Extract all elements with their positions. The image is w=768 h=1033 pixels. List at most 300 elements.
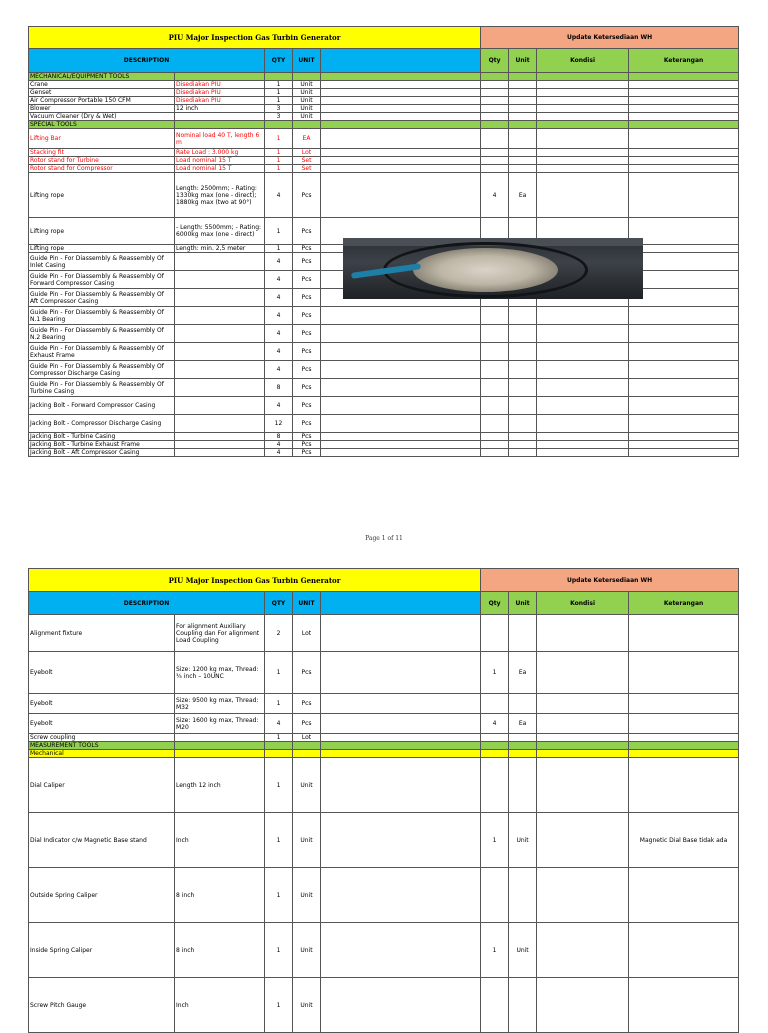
item-wh-qty — [481, 449, 509, 457]
header-qty: QTY — [265, 49, 293, 73]
table-row — [29, 415, 739, 433]
item-wh-unit — [509, 81, 537, 89]
item-description: Crane — [29, 81, 175, 89]
item-unit: Set — [293, 165, 321, 173]
item-qty: 1 — [265, 978, 293, 1033]
item-unit — [293, 750, 321, 758]
item-blank — [321, 615, 481, 652]
header-wh-qty-2: Qty — [481, 592, 509, 615]
item-keterangan — [629, 441, 739, 449]
item-blank — [321, 73, 481, 81]
item-kondisi — [537, 397, 629, 415]
item-unit: Pcs — [293, 379, 321, 397]
item-wh-qty — [481, 105, 509, 113]
item-spec — [175, 433, 265, 441]
table-row — [29, 379, 739, 397]
item-description: Guide Pin - For Diassembly & Reassembly Of Forward Compressor Casing — [29, 271, 175, 289]
table-row — [29, 615, 739, 652]
item-description: Screw coupling — [29, 734, 175, 742]
item-kondisi — [537, 923, 629, 978]
table-row — [29, 173, 739, 218]
table-row — [29, 397, 739, 415]
item-keterangan — [629, 978, 739, 1033]
table-row — [29, 343, 739, 361]
item-spec — [175, 379, 265, 397]
header-kondisi-2: Kondisi — [537, 592, 629, 615]
item-qty: 4 — [265, 714, 293, 734]
report-title-2: PIU Major Inspection Gas Turbin Generator — [29, 569, 481, 592]
table-row — [29, 868, 739, 923]
item-kondisi — [537, 129, 629, 149]
item-description: Lifting rope — [29, 173, 175, 218]
item-description: Jacking Bolt - Turbine Casing — [29, 433, 175, 441]
item-unit: Unit — [293, 978, 321, 1033]
item-kondisi — [537, 742, 629, 750]
item-keterangan — [629, 289, 739, 307]
item-kondisi — [537, 415, 629, 433]
item-description: Guide Pin - For Diassembly & Reassembly Of Inlet Casing — [29, 253, 175, 271]
item-keterangan — [629, 923, 739, 978]
table-row — [29, 121, 739, 129]
item-blank — [321, 758, 481, 813]
item-wh-unit: Ea — [509, 714, 537, 734]
item-wh-unit — [509, 113, 537, 121]
item-blank — [321, 415, 481, 433]
item-wh-unit — [509, 449, 537, 457]
item-keterangan — [629, 218, 739, 245]
item-kondisi — [537, 325, 629, 343]
item-spec — [175, 441, 265, 449]
update-title-2: Update Ketersediaan WH — [481, 569, 739, 592]
item-wh-unit — [509, 165, 537, 173]
item-unit: EA — [293, 129, 321, 149]
item-kondisi — [537, 615, 629, 652]
item-unit: Pcs — [293, 433, 321, 441]
item-spec — [175, 449, 265, 457]
item-keterangan — [629, 271, 739, 289]
item-kondisi — [537, 379, 629, 397]
item-unit: Unit — [293, 813, 321, 868]
item-kondisi — [537, 449, 629, 457]
header-unit-2: UNIT — [293, 592, 321, 615]
item-description: Eyebolt — [29, 694, 175, 714]
table-row — [29, 81, 739, 89]
item-unit: Lot — [293, 734, 321, 742]
item-description: Stacking fit — [29, 149, 175, 157]
item-description: Outside Spring Caliper — [29, 868, 175, 923]
update-title: Update Ketersediaan WH — [481, 27, 739, 49]
item-qty: 8 — [265, 433, 293, 441]
item-spec: 8 inch — [175, 923, 265, 978]
item-keterangan — [629, 173, 739, 218]
page-number: Page 1 of 11 — [365, 535, 403, 542]
item-qty: 1 — [265, 89, 293, 97]
item-qty: 4 — [265, 253, 293, 271]
item-wh-qty — [481, 694, 509, 714]
item-wh-unit — [509, 734, 537, 742]
item-blank — [321, 89, 481, 97]
item-description: Dial Indicator c/w Magnetic Base stand — [29, 813, 175, 868]
item-blank — [321, 129, 481, 149]
item-spec — [175, 742, 265, 750]
item-wh-unit — [509, 361, 537, 379]
item-unit — [293, 73, 321, 81]
item-qty: 1 — [265, 652, 293, 694]
item-keterangan — [629, 734, 739, 742]
item-unit: Pcs — [293, 245, 321, 253]
item-qty: 3 — [265, 113, 293, 121]
item-qty: 1 — [265, 81, 293, 89]
header-wh-unit: Unit — [509, 49, 537, 73]
item-wh-qty — [481, 734, 509, 742]
item-unit: Unit — [293, 758, 321, 813]
item-blank — [321, 694, 481, 714]
table-row — [29, 129, 739, 149]
item-wh-unit — [509, 73, 537, 81]
item-unit: Unit — [293, 89, 321, 97]
header-kondisi: Kondisi — [537, 49, 629, 73]
item-wh-qty — [481, 165, 509, 173]
table-row — [29, 978, 739, 1033]
item-description: Guide Pin - For Diassembly & Reassembly Of Compressor Discharge Casing — [29, 361, 175, 379]
item-unit: Unit — [293, 113, 321, 121]
item-blank — [321, 978, 481, 1033]
item-qty: 1 — [265, 129, 293, 149]
item-spec: Load nominal 15 T — [175, 157, 265, 165]
table-row — [29, 73, 739, 81]
item-blank — [321, 379, 481, 397]
item-kondisi — [537, 433, 629, 441]
item-spec: Disediakan PIU — [175, 81, 265, 89]
item-description: Guide Pin - For Diassembly & Reassembly Of Aft Compressor Casing — [29, 289, 175, 307]
item-wh-qty — [481, 441, 509, 449]
item-qty: 4 — [265, 397, 293, 415]
item-spec — [175, 734, 265, 742]
table-row — [29, 157, 739, 165]
item-spec — [175, 271, 265, 289]
item-unit: Pcs — [293, 307, 321, 325]
header-blank — [321, 49, 481, 73]
item-wh-qty — [481, 433, 509, 441]
item-qty: 4 — [265, 325, 293, 343]
item-wh-unit — [509, 441, 537, 449]
item-wh-unit — [509, 343, 537, 361]
item-spec: Size: 1600 kg max, Thread: M20 — [175, 714, 265, 734]
item-spec — [175, 113, 265, 121]
item-wh-unit — [509, 397, 537, 415]
item-keterangan — [629, 397, 739, 415]
item-unit: Pcs — [293, 714, 321, 734]
item-qty — [265, 750, 293, 758]
item-description: Eyebolt — [29, 714, 175, 734]
item-spec — [175, 397, 265, 415]
item-qty: 1 — [265, 157, 293, 165]
item-wh-qty — [481, 343, 509, 361]
item-keterangan — [629, 379, 739, 397]
item-spec: - Length: 5500mm; - Rating: 6000kg max (one - direct) — [175, 218, 265, 245]
item-kondisi — [537, 113, 629, 121]
item-spec — [175, 289, 265, 307]
item-description: Lifting Bar — [29, 129, 175, 149]
item-blank — [321, 734, 481, 742]
item-wh-unit — [509, 978, 537, 1033]
item-wh-unit — [509, 415, 537, 433]
item-description: Dial Caliper — [29, 758, 175, 813]
item-kondisi — [537, 81, 629, 89]
item-unit: Unit — [293, 105, 321, 113]
item-blank — [321, 325, 481, 343]
item-qty: 4 — [265, 343, 293, 361]
item-unit: Unit — [293, 868, 321, 923]
item-wh-qty — [481, 113, 509, 121]
item-wh-unit: Ea — [509, 173, 537, 218]
item-wh-unit — [509, 379, 537, 397]
item-unit: Pcs — [293, 173, 321, 218]
inventory-sheet-2 — [28, 568, 738, 1033]
item-unit — [293, 121, 321, 129]
item-wh-qty — [481, 742, 509, 750]
item-unit: Set — [293, 157, 321, 165]
item-unit: Pcs — [293, 441, 321, 449]
item-qty: 3 — [265, 105, 293, 113]
item-qty: 8 — [265, 379, 293, 397]
item-description: Mechanical — [29, 750, 175, 758]
item-wh-qty — [481, 81, 509, 89]
item-kondisi — [537, 652, 629, 694]
item-qty: 2 — [265, 615, 293, 652]
item-description: SPECIAL TOOLS — [29, 121, 175, 129]
item-qty: 4 — [265, 289, 293, 307]
item-description: Rotor stand for Turbine — [29, 157, 175, 165]
item-kondisi — [537, 868, 629, 923]
item-description: Lifting rope — [29, 245, 175, 253]
item-spec — [175, 343, 265, 361]
item-wh-unit — [509, 97, 537, 105]
item-wh-qty: 1 — [481, 652, 509, 694]
item-unit: Pcs — [293, 397, 321, 415]
item-wh-unit — [509, 89, 537, 97]
item-wh-unit: Ea — [509, 652, 537, 694]
item-kondisi — [537, 149, 629, 157]
item-blank — [321, 157, 481, 165]
item-description: Vacuum Cleaner (Dry & Wet) — [29, 113, 175, 121]
item-spec: Disediakan PIU — [175, 89, 265, 97]
table-row — [29, 923, 739, 978]
item-qty: 4 — [265, 361, 293, 379]
item-kondisi — [537, 105, 629, 113]
header-wh-unit-2: Unit — [509, 592, 537, 615]
item-description: Jacking Bolt - Forward Compressor Casing — [29, 397, 175, 415]
header-description: DESCRIPTION — [29, 49, 265, 73]
table-row — [29, 113, 739, 121]
item-kondisi — [537, 165, 629, 173]
item-kondisi — [537, 758, 629, 813]
item-wh-unit — [509, 149, 537, 157]
item-description: MECHANICAL/EQUIPMENT TOOLS — [29, 73, 175, 81]
item-qty — [265, 121, 293, 129]
header-wh-qty: Qty — [481, 49, 509, 73]
turbine-photo — [343, 238, 643, 299]
item-wh-unit — [509, 868, 537, 923]
item-keterangan — [629, 325, 739, 343]
item-qty: 4 — [265, 173, 293, 218]
item-kondisi — [537, 307, 629, 325]
item-keterangan — [629, 73, 739, 81]
item-wh-qty — [481, 129, 509, 149]
item-wh-unit — [509, 129, 537, 149]
item-blank — [321, 173, 481, 218]
item-spec: Disediakan PIU — [175, 97, 265, 105]
item-kondisi — [537, 750, 629, 758]
item-blank — [321, 652, 481, 694]
item-unit: Lot — [293, 149, 321, 157]
item-kondisi — [537, 157, 629, 165]
item-spec — [175, 361, 265, 379]
item-qty: 1 — [265, 165, 293, 173]
item-unit: Pcs — [293, 449, 321, 457]
item-keterangan: Magnetic Dial Base tidak ada — [629, 813, 739, 868]
header-keterangan-2: Keterangan — [629, 592, 739, 615]
item-keterangan — [629, 415, 739, 433]
item-wh-unit — [509, 750, 537, 758]
item-description: Jacking Bolt - Turbine Exhaust Frame — [29, 441, 175, 449]
item-keterangan — [629, 868, 739, 923]
item-spec — [175, 415, 265, 433]
item-blank — [321, 714, 481, 734]
item-wh-unit — [509, 307, 537, 325]
item-keterangan — [629, 307, 739, 325]
item-qty: 1 — [265, 758, 293, 813]
item-keterangan — [629, 343, 739, 361]
item-wh-unit — [509, 694, 537, 714]
item-qty — [265, 742, 293, 750]
table-row — [29, 361, 739, 379]
item-spec — [175, 73, 265, 81]
item-spec: Inch — [175, 813, 265, 868]
item-wh-qty — [481, 149, 509, 157]
item-keterangan — [629, 750, 739, 758]
item-blank — [321, 742, 481, 750]
item-keterangan — [629, 742, 739, 750]
item-unit: Unit — [293, 97, 321, 105]
item-wh-unit — [509, 325, 537, 343]
item-blank — [321, 441, 481, 449]
item-wh-qty — [481, 397, 509, 415]
item-keterangan — [629, 714, 739, 734]
item-kondisi — [537, 734, 629, 742]
item-wh-qty — [481, 325, 509, 343]
item-unit: Unit — [293, 81, 321, 89]
item-wh-qty — [481, 415, 509, 433]
item-spec — [175, 325, 265, 343]
item-blank — [321, 149, 481, 157]
item-qty: 1 — [265, 694, 293, 714]
item-keterangan — [629, 361, 739, 379]
table-row — [29, 149, 739, 157]
item-qty: 1 — [265, 734, 293, 742]
item-spec — [175, 750, 265, 758]
item-description: Jacking Bolt - Compressor Discharge Casing — [29, 415, 175, 433]
table-row — [29, 449, 739, 457]
item-wh-qty — [481, 361, 509, 379]
table-row — [29, 652, 739, 694]
item-blank — [321, 81, 481, 89]
item-spec — [175, 307, 265, 325]
item-keterangan — [629, 165, 739, 173]
item-blank — [321, 307, 481, 325]
item-description: Guide Pin - For Diassembly & Reassembly Of N.2 Bearing — [29, 325, 175, 343]
item-kondisi — [537, 978, 629, 1033]
item-qty: 1 — [265, 97, 293, 105]
item-wh-qty — [481, 379, 509, 397]
item-kondisi — [537, 361, 629, 379]
item-wh-qty — [481, 89, 509, 97]
table-row — [29, 89, 739, 97]
item-blank — [321, 343, 481, 361]
table-row — [29, 734, 739, 742]
item-keterangan — [629, 105, 739, 113]
item-unit: Lot — [293, 615, 321, 652]
header-description-2: DESCRIPTION — [29, 592, 265, 615]
item-keterangan — [629, 121, 739, 129]
table-row — [29, 325, 739, 343]
item-description: Guide Pin - For Diassembly & Reassembly Of Turbine Casing — [29, 379, 175, 397]
item-wh-unit — [509, 742, 537, 750]
item-qty: 1 — [265, 813, 293, 868]
item-blank — [321, 113, 481, 121]
item-description: Eyebolt — [29, 652, 175, 694]
item-kondisi — [537, 441, 629, 449]
item-kondisi — [537, 813, 629, 868]
item-description: Jacking Bolt - Aft Compressor Casing — [29, 449, 175, 457]
item-keterangan — [629, 157, 739, 165]
table-row — [29, 742, 739, 750]
table-row — [29, 97, 739, 105]
item-keterangan — [629, 89, 739, 97]
item-wh-qty: 4 — [481, 173, 509, 218]
item-unit: Pcs — [293, 271, 321, 289]
item-kondisi — [537, 97, 629, 105]
item-unit: Pcs — [293, 253, 321, 271]
item-keterangan — [629, 149, 739, 157]
inventory-table-2 — [28, 568, 739, 1033]
item-keterangan — [629, 97, 739, 105]
item-unit — [293, 742, 321, 750]
item-keterangan — [629, 129, 739, 149]
item-description: Guide Pin - For Diassembly & Reassembly Of N.1 Bearing — [29, 307, 175, 325]
item-unit: Pcs — [293, 652, 321, 694]
item-spec: Length 12 inch — [175, 758, 265, 813]
table-row — [29, 105, 739, 113]
item-kondisi — [537, 173, 629, 218]
table-row — [29, 694, 739, 714]
item-unit: Pcs — [293, 218, 321, 245]
item-unit: Pcs — [293, 694, 321, 714]
item-blank — [321, 813, 481, 868]
item-wh-unit — [509, 433, 537, 441]
item-wh-qty — [481, 73, 509, 81]
item-spec: Length: min. 2,5 meter — [175, 245, 265, 253]
item-qty: 12 — [265, 415, 293, 433]
item-qty: 1 — [265, 923, 293, 978]
item-wh-qty: 4 — [481, 714, 509, 734]
item-keterangan — [629, 245, 739, 253]
item-qty: 1 — [265, 149, 293, 157]
item-qty: 1 — [265, 868, 293, 923]
item-spec: Size: 1200 kg max, Thread: ¾ inch – 10UNC — [175, 652, 265, 694]
header-keterangan: Keterangan — [629, 49, 739, 73]
item-spec: Size: 9500 kg max, Thread: M32 — [175, 694, 265, 714]
